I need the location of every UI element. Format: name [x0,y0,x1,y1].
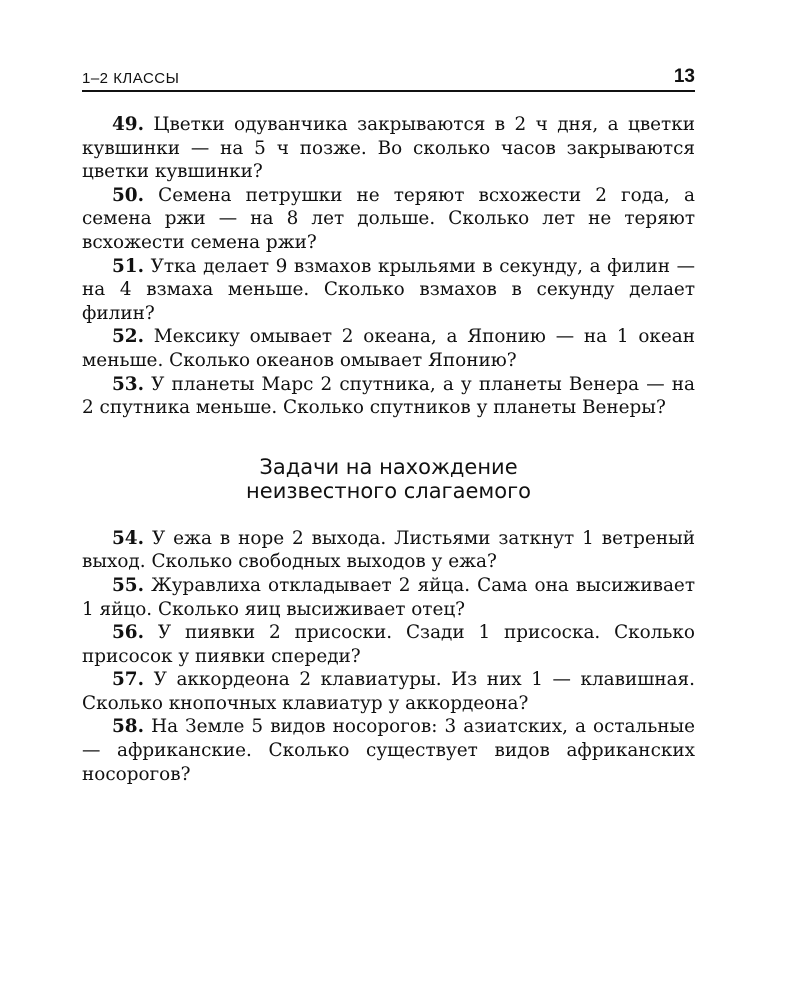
problem-number: 52. [112,326,144,348]
section-heading [82,455,695,503]
problem-text: У пиявки 2 присоски. Сзади 1 присоска. Сколько присосок у пиявки спереди? [82,622,695,667]
problem-text: У аккордеона 2 клавиатуры. Из них 1 — клавишная. Сколько кнопочных клавиатур у аккордеона? [82,669,695,714]
problem-text: Мексику омывает 2 океана, а Японию — на 1 океан меньше. Сколько океанов омывает Японию? [82,326,695,371]
page-header [82,64,695,92]
problem-51 [82,255,695,326]
problem-number: 50. [112,184,144,206]
problem-58 [82,715,695,786]
problem-number: 55. [112,574,144,596]
problem-number: 58. [112,716,144,738]
problem-text: На Земле 5 видов носорогов: 3 азиатских, а остальные — африканские. Сколько существует видов африканских носорогов? [82,716,695,785]
problem-57 [82,668,695,715]
problem-list-2 [82,527,695,787]
problem-52 [82,325,695,372]
book-page [82,64,695,786]
problem-number: 57. [112,669,144,691]
problem-number: 53. [112,373,144,395]
problem-text: Семена петрушки не теряют всхожести 2 года, а семена ржи — на 8 лет дольше. Сколько лет не теряют всхожести семена ржи? [82,184,695,253]
problem-number: 54. [112,527,144,549]
section-heading-line-2: неизвестного слагаемого [246,478,531,503]
problem-text: Утка делает 9 взмахов крыльями в секунду, а филин — на 4 взмаха меньше. Сколько взмахов в секунду делает филин? [82,255,695,324]
running-head: 1–2 КЛАССЫ [82,70,180,87]
problem-56 [82,621,695,668]
problem-number: 51. [112,255,144,277]
problem-text: У планеты Марс 2 спутника, а у планеты Венера — на 2 спутника меньше. Сколько спутников у планеты Венеры? [82,373,695,419]
problem-number: 49. [112,114,144,135]
problem-list-1 [82,113,695,420]
problem-text: Цветки одуванчика закрываются в 2 ч дня, а цветки кувшинки — на 5 ч позже. Во сколько часов закрываются цветки кувшинки? [82,114,695,183]
problem-55 [82,574,695,621]
problem-54 [82,527,695,574]
problem-53 [82,373,695,420]
problem-49 [82,113,695,184]
section-heading-line-1: Задачи на нахождение [259,454,518,479]
problem-text: У ежа в норе 2 выхода. Листьями заткнут 1 ветреный выход. Сколько свободных выходов у ежа? [82,527,695,573]
problem-50 [82,184,695,255]
page-number: 13 [673,66,695,87]
problem-number: 56. [112,622,144,644]
problem-text: Журавлиха откладывает 2 яйца. Сама она высиживает 1 яйцо. Сколько яиц высиживает отец? [82,574,695,620]
